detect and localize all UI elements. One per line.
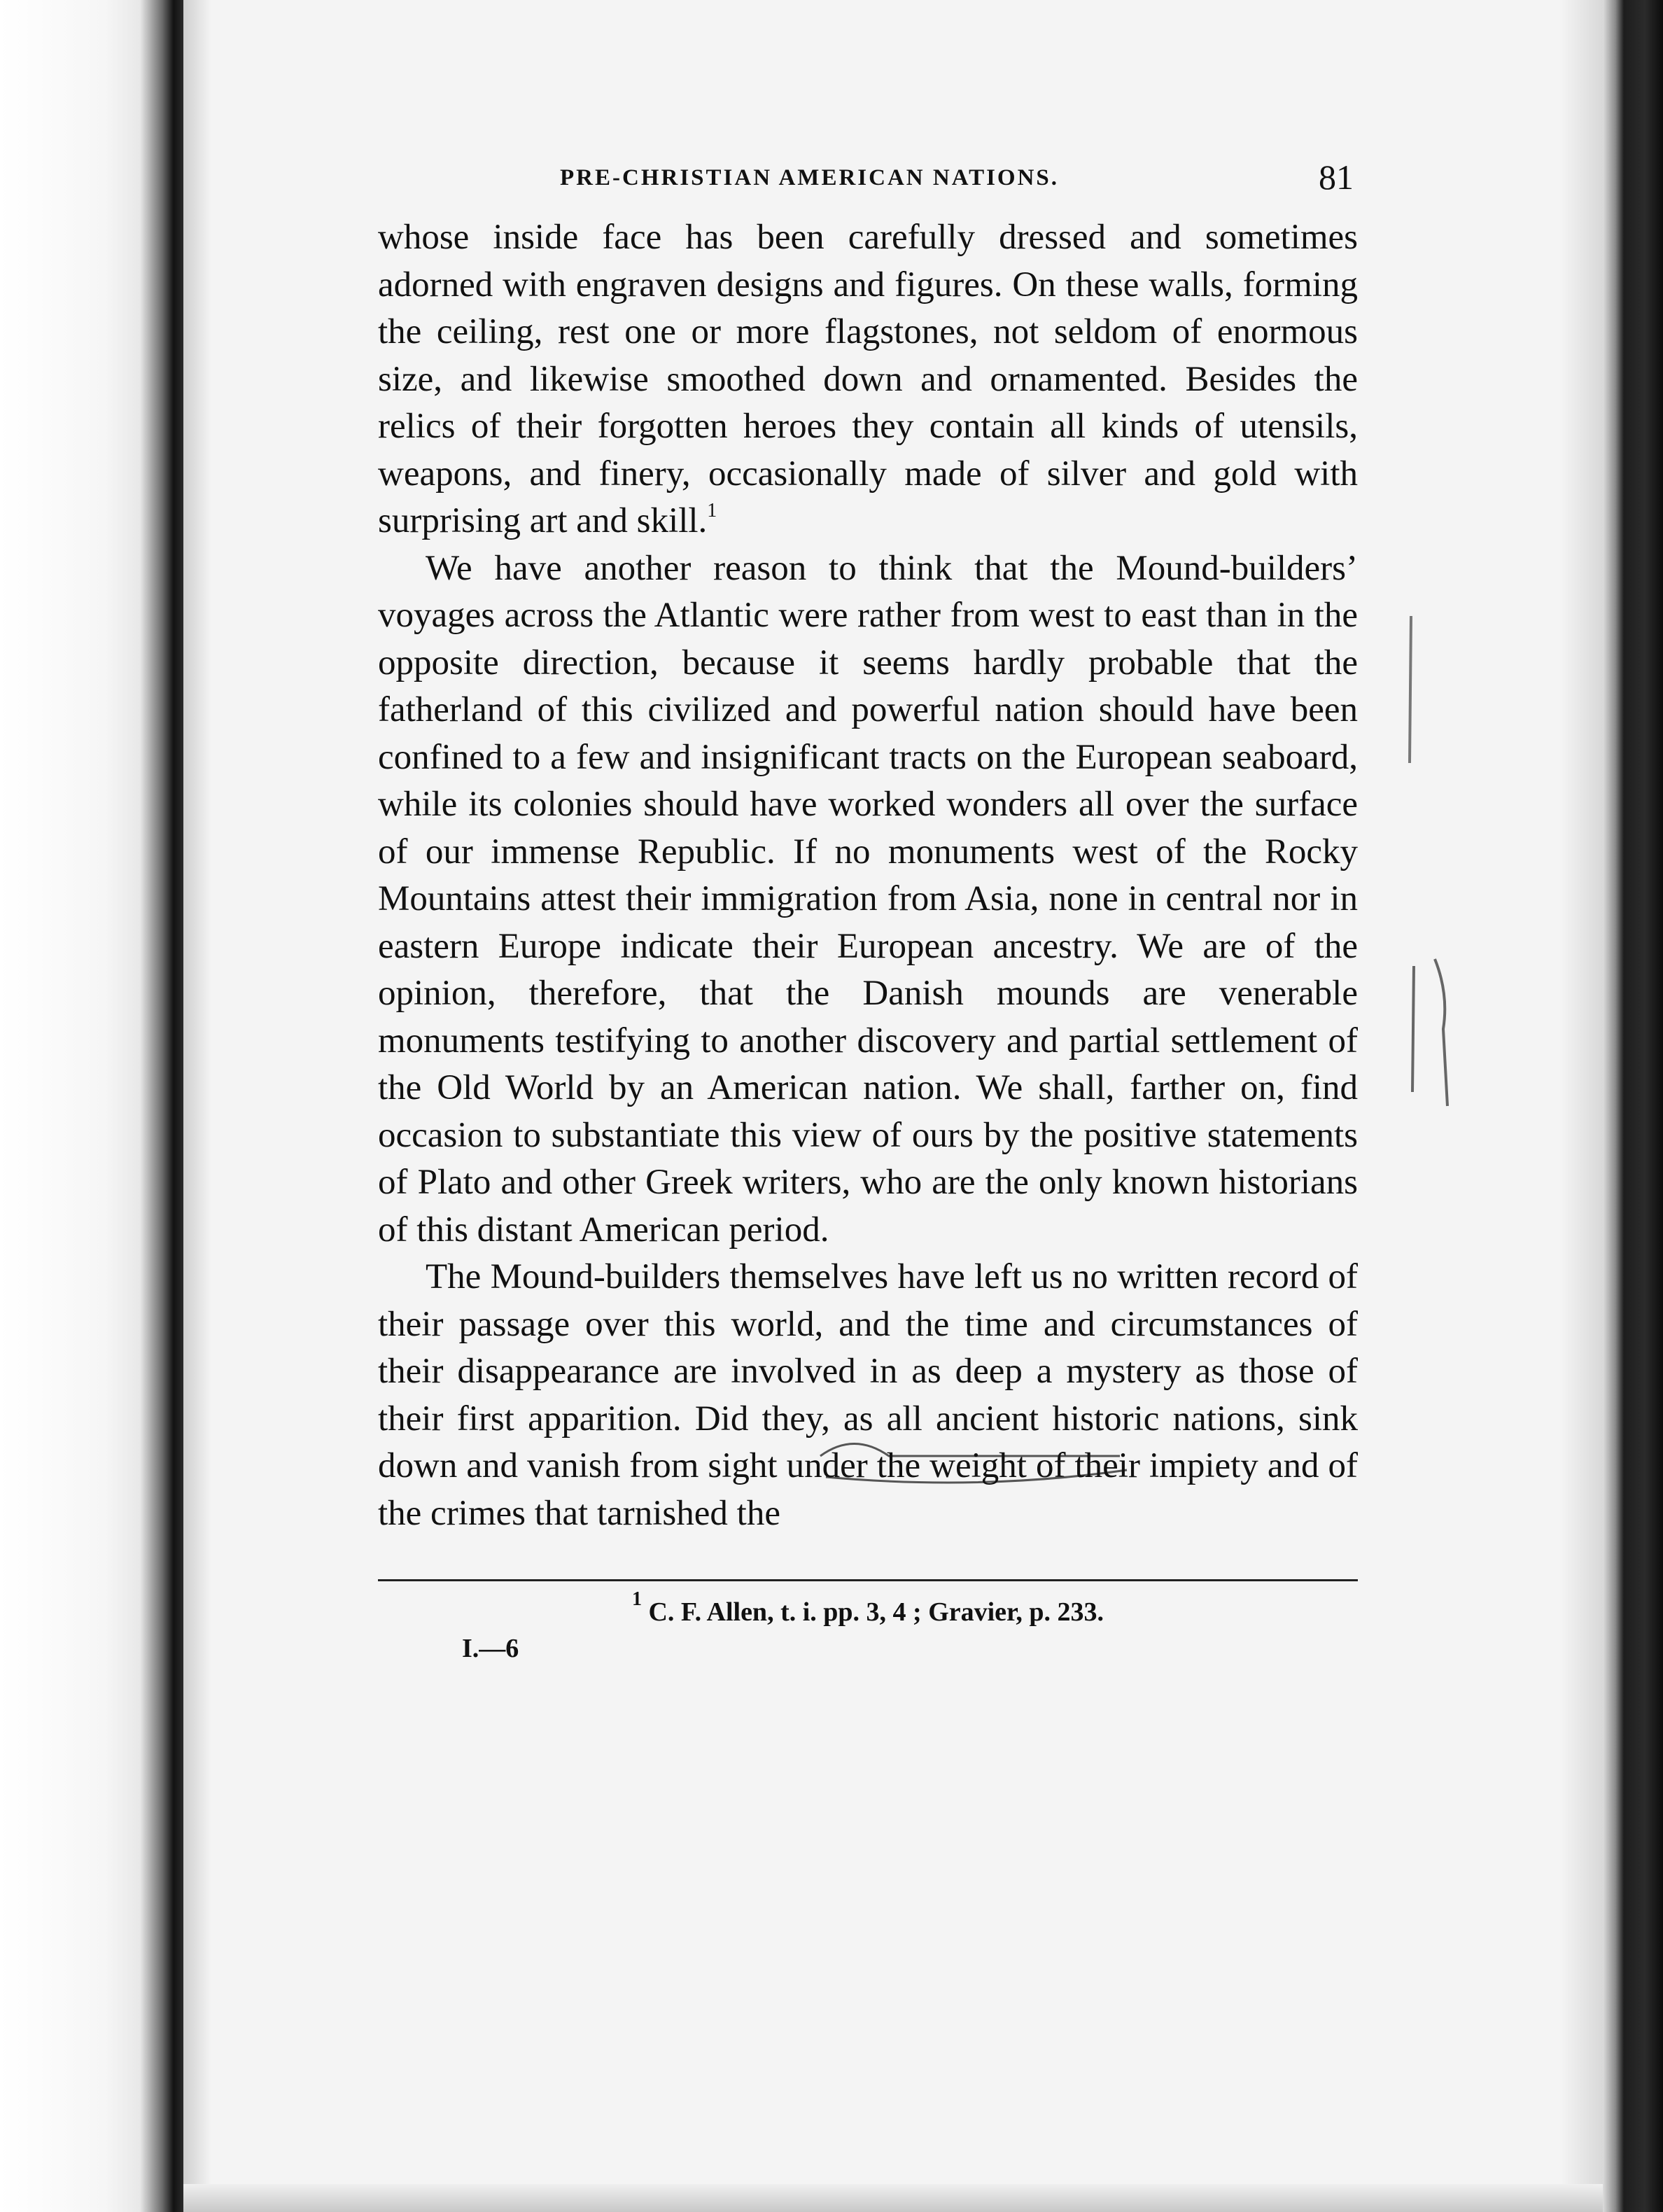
signature-mark: I.—6	[462, 1634, 519, 1663]
page-number: 81	[1319, 158, 1354, 197]
footnote-reference: 1	[707, 500, 717, 522]
footnote	[378, 1588, 1358, 1628]
running-head	[378, 154, 1358, 210]
gutter-shadow	[183, 0, 211, 2212]
paragraph	[378, 214, 1358, 545]
paragraph	[378, 1254, 1358, 1537]
paragraph-text: whose inside face has been carefully dressed and sometimes adorned with engraven designs and figures. On these walls, forming the ceiling, rest one or more flagstones, not seldom of enormous size, and likewise smoothed down and ornamented. Besides the relics of their forgotten heroes they contain all kinds of utensils, weapons, and finery, occasionally made of silver and gold with surprising art and skill.	[378, 218, 1358, 540]
binding-gutter	[0, 0, 183, 2212]
body-text	[378, 214, 1358, 1537]
paragraph-text: The Mound-builders themselves have left us no written record of their passage over this world, and the time and circumstances of their disappearance are involved in as deep a mystery as those of their first apparition. Did they, as all ancient historic nations, sink down and vanish from sight under the weight of their impiety and of the crimes that tarnished the	[378, 1257, 1358, 1533]
page-edge-right	[1603, 0, 1663, 2212]
paragraph-text: We have another reason to think that the Mound-builders’ voyages across the Atlantic were rather from west to east than in the opposite direction, because it seems hardly probable that the fatherland of this civilized and powerful nation should have been confined to a few and insignificant tracts on the European seaboard, while its colonies should have worked wonders all over the surface of our immense Republic. If no monuments west of the Rocky Mountains attest their immigration from Asia, none in central nor in eastern Europe indicate their European ancestry. We are of the opinion, therefore, that the Danish mounds are venerable monuments testifying to another discovery and partial settlement of the Old World by an American nation. We shall, farther on, find occasion to substantiate this view of ours by the positive statements of Plato and other Greek writers, who are the only known historians of this distant American period.	[378, 548, 1358, 1250]
margin-pencil-line	[1410, 616, 1411, 763]
book-page	[378, 154, 1358, 1664]
margin-pencil-line	[1412, 966, 1414, 1092]
page-edge-bottom	[183, 2184, 1603, 2212]
running-title: PRE-CHRISTIAN AMERICAN NATIONS.	[560, 165, 1060, 190]
footnote-text: C. F. Allen, t. i. pp. 3, 4 ; Gravier, p. 233.	[648, 1597, 1104, 1627]
margin-pencil-line	[1435, 959, 1447, 1106]
paragraph	[378, 545, 1358, 1254]
footnote-marker: 1	[631, 1588, 642, 1610]
footnote-rule	[378, 1579, 1358, 1581]
page-edge-shade	[1561, 0, 1603, 2212]
